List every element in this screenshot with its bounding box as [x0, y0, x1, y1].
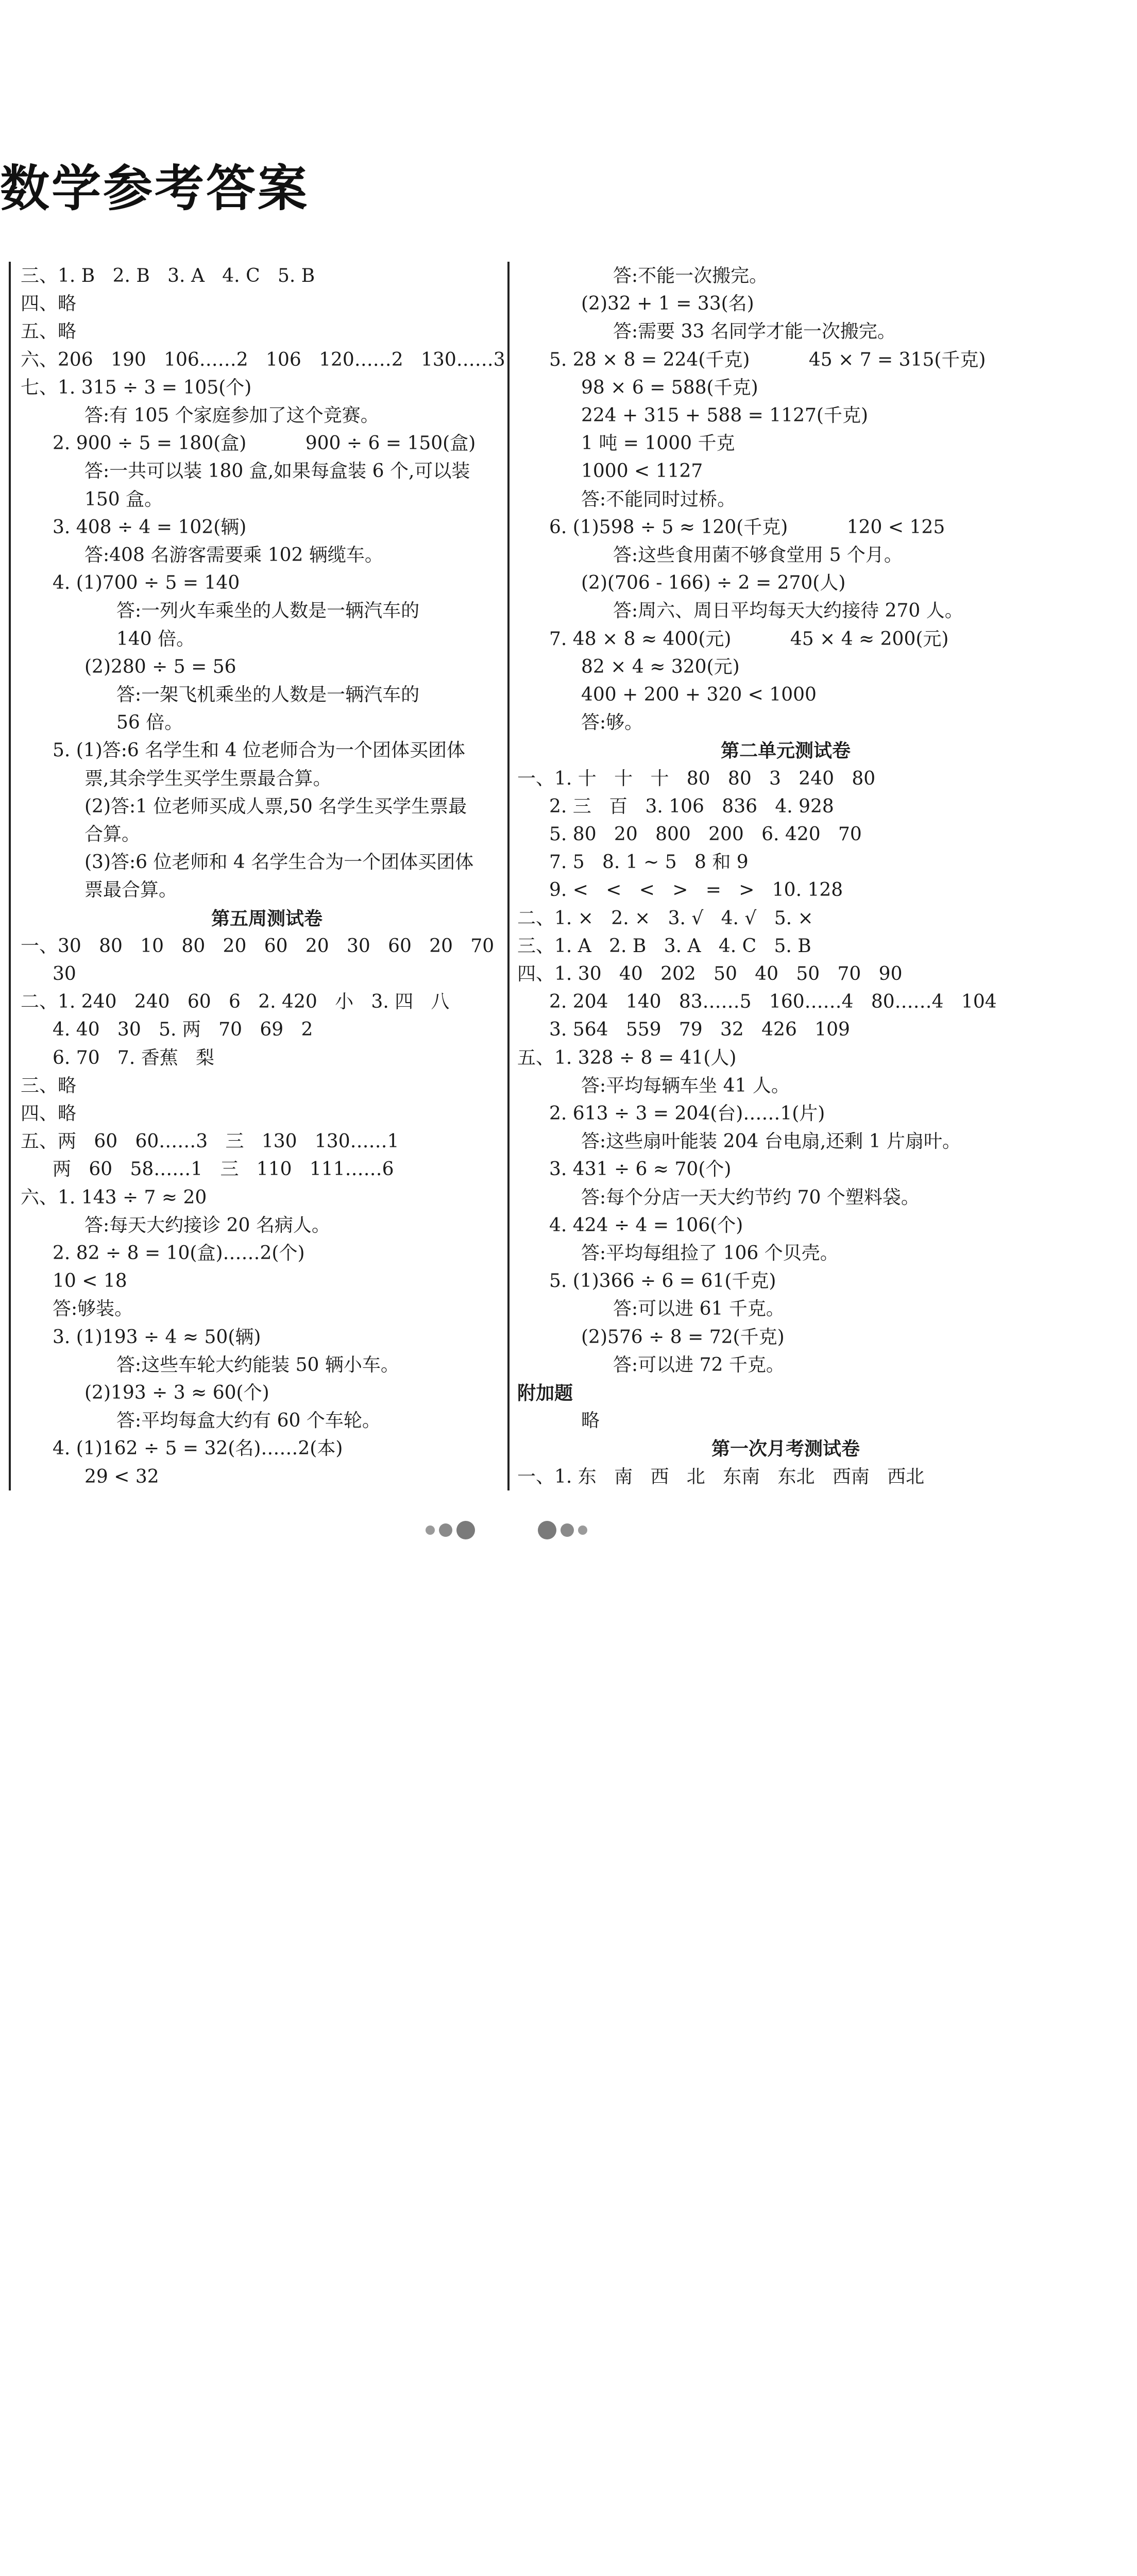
- answer-line: 五、略: [21, 321, 77, 343]
- answer-line: 82 × 4 ≈ 320(元): [581, 656, 740, 677]
- answer-line: 7. 48 × 8 ≈ 400(元) 45 × 4 ≈ 200(元): [549, 628, 949, 650]
- decor-dot-icon: [561, 1523, 574, 1537]
- answer-line: 6. (1)598 ÷ 5 ≈ 120(千克) 120 < 125: [549, 516, 945, 538]
- answer-line: 6. 70 7. 香蕉 梨: [53, 1047, 215, 1069]
- answer-line: 票最合算。: [84, 879, 178, 901]
- answer-line: 略: [581, 1410, 600, 1432]
- answer-line: 10 < 18: [53, 1270, 127, 1292]
- answer-line: 5. (1)答:6 名学生和 4 位老师合为一个团体买团体: [53, 740, 466, 761]
- answer-line: 四、略: [21, 1103, 77, 1124]
- section-heading: 第一次月考测试卷: [711, 1438, 860, 1460]
- answer-line: 合算。: [84, 824, 141, 845]
- answer-line: 3. 564 559 79 32 426 109: [549, 1019, 850, 1041]
- answer-line: 答:周六、周日平均每天大约接待 270 人。: [613, 600, 963, 622]
- answer-line: (2)193 ÷ 3 ≈ 60(个): [84, 1382, 269, 1403]
- answer-line: 附加题: [517, 1382, 573, 1404]
- answer-line: 三、1. B 2. B 3. A 4. C 5. B: [21, 265, 315, 286]
- answer-line: 四、略: [21, 293, 77, 315]
- answer-line: 答:408 名游客需要乘 102 辆缆车。: [84, 545, 383, 566]
- page-footer: [0, 1510, 1137, 1551]
- answer-line: 答:这些扇叶能装 204 台电扇,还剩 1 片扇叶。: [581, 1131, 961, 1153]
- answer-line: 2. 82 ÷ 8 = 10(盒)……2(个): [53, 1243, 305, 1264]
- answer-line: 4. (1)162 ÷ 5 = 32(名)……2(本): [53, 1438, 343, 1460]
- answer-line: (2)(706 - 166) ÷ 2 = 270(人): [581, 572, 846, 594]
- answer-line: 3. (1)193 ÷ 4 ≈ 50(辆): [53, 1326, 261, 1348]
- answer-line: 答:每个分店一天大约节约 70 个塑料袋。: [581, 1187, 920, 1208]
- answer-line: 一、1. 东 南 西 北 东南 东北 西南 西北: [517, 1466, 925, 1487]
- answer-line: 4. (1)700 ÷ 5 = 140: [53, 572, 240, 594]
- answer-line: 五、两 60 60……3 三 130 130……1: [21, 1131, 399, 1153]
- answer-line: (2)576 ÷ 8 = 72(千克): [581, 1326, 785, 1348]
- answer-line: 3. 408 ÷ 4 = 102(辆): [53, 516, 247, 538]
- answer-line: 一、1. 十 十 十 80 80 3 240 80: [517, 768, 876, 789]
- answer-line: 三、1. A 2. B 3. A 4. C 5. B: [517, 935, 811, 957]
- answer-line: 七、1. 315 ÷ 3 = 105(个): [21, 377, 252, 398]
- answer-line: 5. (1)366 ÷ 6 = 61(千克): [549, 1270, 776, 1292]
- answer-line: 一、30 80 10 80 20 60 20 30 60 20 70: [21, 935, 495, 957]
- answer-line: 5. 80 20 800 200 6. 420 70: [549, 824, 862, 845]
- section-heading: 第五周测试卷: [211, 907, 323, 929]
- page-title: 数学参考答案: [0, 159, 309, 217]
- answer-line: 98 × 6 = 588(千克): [581, 377, 758, 398]
- answer-line: 150 盒。: [84, 488, 163, 510]
- answer-line: 答:不能同时过桥。: [581, 488, 736, 510]
- answer-line: 1 吨 = 1000 千克: [581, 433, 735, 454]
- answer-line: 答:这些车轮大约能装 50 辆小车。: [116, 1354, 399, 1376]
- answer-line: 4. 40 30 5. 两 70 69 2: [53, 1019, 313, 1041]
- decor-dot-icon: [456, 1521, 475, 1539]
- decor-dot-icon: [538, 1521, 556, 1539]
- answer-line: 答:可以进 72 千克。: [613, 1354, 785, 1376]
- answer-line: 答:一共可以装 180 盒,如果每盒装 6 个,可以装: [84, 461, 470, 482]
- answer-line: (3)答:6 位老师和 4 名学生合为一个团体买团体: [84, 852, 474, 873]
- answer-line: 答:平均每组捡了 106 个贝壳。: [581, 1243, 839, 1264]
- answer-line: 7. 5 8. 1 ~ 5 8 和 9: [549, 852, 749, 873]
- decor-dot-icon: [439, 1523, 452, 1537]
- column-divider-middle: [507, 262, 510, 1490]
- answer-line: 二、1. 240 240 60 6 2. 420 小 3. 四 八: [21, 991, 450, 1013]
- answer-line: 2. 204 140 83……5 160……4 80……4 104: [549, 991, 997, 1013]
- answer-line: 答:一列火车乘坐的人数是一辆汽车的: [116, 600, 420, 622]
- answer-line: 30: [53, 963, 76, 985]
- answer-line: 3. 431 ÷ 6 ≈ 70(个): [549, 1159, 732, 1180]
- answer-line: 二、1. × 2. × 3. √ 4. √ 5. ×: [517, 907, 813, 929]
- answer-line: (2)答:1 位老师买成人票,50 名学生买学生票最: [84, 795, 467, 817]
- answer-line: 4. 424 ÷ 4 = 106(个): [549, 1214, 743, 1236]
- answer-line: 答:不能一次搬完。: [613, 265, 768, 286]
- answer-line: 答:够装。: [53, 1298, 133, 1320]
- answer-line: 400 + 200 + 320 < 1000: [581, 684, 817, 705]
- answer-line: 答:平均每辆车坐 41 人。: [581, 1075, 790, 1096]
- decor-dot-icon: [426, 1526, 435, 1535]
- answer-line: 票,其余学生买学生票最合算。: [84, 768, 332, 789]
- answer-line: (2)280 ÷ 5 = 56: [84, 656, 236, 677]
- answer-line: (2)32 + 1 = 33(名): [581, 293, 754, 315]
- answer-line: 140 倍。: [116, 628, 195, 650]
- answer-line: 2. 三 百 3. 106 836 4. 928: [549, 795, 834, 817]
- answer-line: 2. 900 ÷ 5 = 180(盒) 900 ÷ 6 = 150(盒): [53, 433, 476, 454]
- answer-line: 56 倍。: [116, 712, 183, 734]
- answer-line: 答:这些食用菌不够食堂用 5 个月。: [613, 545, 903, 566]
- answer-line: 答:需要 33 名同学才能一次搬完。: [613, 321, 896, 343]
- answer-line: 1000 < 1127: [581, 461, 703, 482]
- answer-line: 答:每天大约接诊 20 名病人。: [84, 1214, 330, 1236]
- answer-line: 29 < 32: [84, 1466, 159, 1487]
- answer-line: 两 60 58……1 三 110 111……6: [53, 1159, 394, 1180]
- answer-line: 答:平均每盒大约有 60 个车轮。: [116, 1410, 381, 1432]
- answer-line: 答:可以进 61 千克。: [613, 1298, 785, 1320]
- answer-line: 答:够。: [581, 712, 643, 734]
- answer-line: 五、1. 328 ÷ 8 = 41(人): [517, 1047, 737, 1069]
- answer-line: 2. 613 ÷ 3 = 204(台)……1(片): [549, 1103, 825, 1124]
- column-divider-left: [9, 262, 11, 1490]
- answer-line: 六、1. 143 ÷ 7 ≈ 20: [21, 1187, 207, 1208]
- answer-line: 9. < < < > = > 10. 128: [549, 879, 843, 901]
- answer-line: 答:一架飞机乘坐的人数是一辆汽车的: [116, 684, 420, 705]
- answer-line: 答:有 105 个家庭参加了这个竞赛。: [84, 405, 379, 426]
- answer-line: 5. 28 × 8 = 224(千克) 45 × 7 = 315(千克): [549, 349, 986, 370]
- answer-line: 六、206 190 106……2 106 120……2 130……3: [21, 349, 505, 370]
- section-heading: 第二单元测试卷: [720, 740, 851, 762]
- decor-dot-icon: [578, 1526, 587, 1535]
- answer-line: 224 + 315 + 588 = 1127(千克): [581, 405, 868, 426]
- answer-line: 四、1. 30 40 202 50 40 50 70 90: [517, 963, 903, 985]
- answer-line: 三、略: [21, 1075, 77, 1096]
